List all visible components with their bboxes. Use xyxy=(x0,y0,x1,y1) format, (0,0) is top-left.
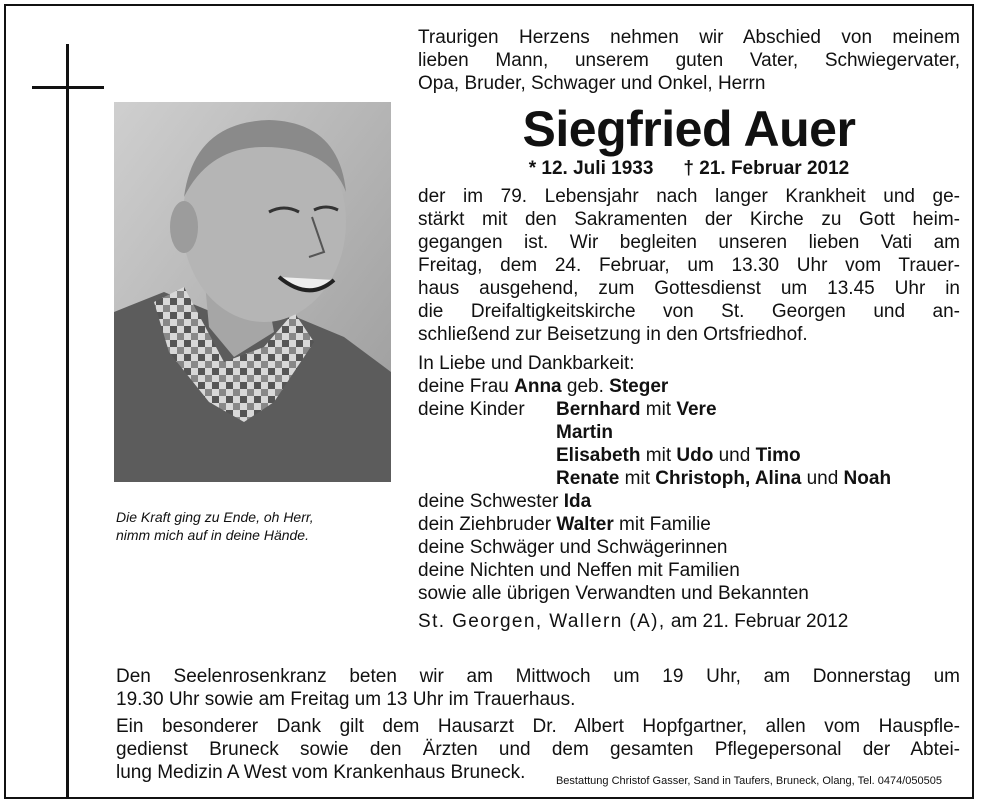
mourner-child xyxy=(418,467,960,490)
intro-line: Opa, Bruder, Schwager und Onkel, Herrn xyxy=(418,73,766,94)
death-date: † 21. Februar 2012 xyxy=(683,158,850,179)
notice-line: Den Seelenrosenkranz beten wir am Mittwoch um 19 Uhr, am Donnerstag um xyxy=(116,666,960,687)
mourner-name: Christoph, Alina xyxy=(655,468,802,489)
mourner-sister xyxy=(418,490,960,513)
mourner-name: Bernhard xyxy=(556,399,641,420)
obituary-frame xyxy=(4,4,974,799)
mourner-label: deine Frau xyxy=(418,376,509,397)
mourner-children xyxy=(418,398,960,421)
mourner-label: und xyxy=(718,445,751,466)
body-line: stärkt mit den Sakramenten der Kirche zu Gott heim- xyxy=(418,209,960,230)
mourners-heading: In Liebe und Dankbarkeit: xyxy=(418,353,635,374)
quote-line: Die Kraft ging zu Ende, oh Herr, xyxy=(116,509,314,525)
mourner-label: mit xyxy=(645,445,672,466)
notice-line: lung Medizin A West vom Krankenhaus Bruneck. xyxy=(116,762,526,783)
mourner-label: dein Ziehbruder xyxy=(418,514,552,535)
mourner-name: Ida xyxy=(563,491,592,512)
mourner-name: Martin xyxy=(556,422,613,443)
thanks-paragraph xyxy=(116,715,960,784)
mourner-child xyxy=(418,421,960,444)
body-line: die Dreifaltigkeitskirche von St. Georgen und an- xyxy=(418,301,960,322)
body-line: schließend zur Beisetzung in den Ortsfriedhof. xyxy=(418,324,808,345)
mourner-label: mit xyxy=(645,399,672,420)
mourner-inlaws: deine Schwäger und Schwägerinnen xyxy=(418,537,728,558)
mourner-foster-brother xyxy=(418,513,960,536)
funeral-details xyxy=(418,185,960,346)
mourner-name: Anna xyxy=(514,376,562,397)
mourner-label: mit xyxy=(624,468,650,489)
photo-caption-quote xyxy=(116,508,406,544)
mourner-name: Timo xyxy=(755,445,801,466)
intro-text xyxy=(418,26,960,95)
cross-icon-horizontal xyxy=(32,86,104,89)
quote-line: nimm mich auf in deine Hände. xyxy=(116,527,309,543)
mourner-label: geb. xyxy=(566,376,604,397)
notice-line: Ein besonderer Dank gilt dem Hausarzt Dr. Albert Hopfgartner, allen vom Hauspfle- xyxy=(116,716,960,737)
mourner-label: deine Kinder xyxy=(418,399,525,420)
mourners-list xyxy=(418,352,960,605)
mourner-label: deine Schwester xyxy=(418,491,559,512)
mourner-label: und xyxy=(806,468,839,489)
intro-line: Traurigen Herzens nehmen wir Abschied von meinem xyxy=(418,27,960,48)
mourner-name: Vere xyxy=(676,399,717,420)
body-line: haus ausgehend, zum Gottesdienst um 13.45 Uhr in xyxy=(418,278,960,299)
birth-date: * 12. Juli 1933 xyxy=(528,158,654,179)
notice-line: gedienst Bruneck sowie den Ärzten und dem gesamten Pflegepersonal der Abtei- xyxy=(116,739,960,760)
portrait-photo xyxy=(114,102,391,482)
main-text-column xyxy=(418,26,960,633)
mourner-name: Steger xyxy=(609,376,669,397)
body-line: der im 79. Lebensjahr nach langer Krankheit und ge- xyxy=(418,186,960,207)
mourner-name: Walter xyxy=(556,514,614,535)
mourner-name: Udo xyxy=(676,445,714,466)
mourner-wife xyxy=(418,375,960,398)
place-date-value: am 21. Februar 2012 xyxy=(670,611,849,632)
mourner-child xyxy=(418,444,960,467)
place-location: St. Georgen, Wallern (A), xyxy=(418,611,666,632)
intro-line: lieben Mann, unserem guten Vater, Schwiegervater, xyxy=(418,50,960,71)
place-date xyxy=(418,610,960,633)
funeral-home-credit: Bestattung Christof Gasser, Sand in Taufers, Bruneck, Olang, Tel. 0474/050505 xyxy=(555,775,942,787)
mourner-nieces: deine Nichten und Neffen mit Familien xyxy=(418,560,740,581)
mourner-name: Elisabeth xyxy=(556,445,641,466)
mourner-name: Noah xyxy=(843,468,892,489)
mourner-name: Renate xyxy=(556,468,620,489)
cross-icon-vertical xyxy=(66,44,69,799)
notice-line: 19.30 Uhr sowie am Freitag um 13 Uhr im Trauerhaus. xyxy=(116,689,576,710)
body-line: Freitag, dem 24. Februar, um 13.30 Uhr vom Trauer- xyxy=(418,255,960,276)
rosary-and-thanks xyxy=(116,665,960,784)
mourner-others: sowie alle übrigen Verwandten und Bekannten xyxy=(418,583,809,604)
life-dates xyxy=(418,157,960,181)
body-line: gegangen ist. Wir begleiten unseren lieben Vati am xyxy=(418,232,960,253)
deceased-name: Siegfried Auer xyxy=(522,101,856,157)
mourner-label: mit Familie xyxy=(619,514,711,535)
